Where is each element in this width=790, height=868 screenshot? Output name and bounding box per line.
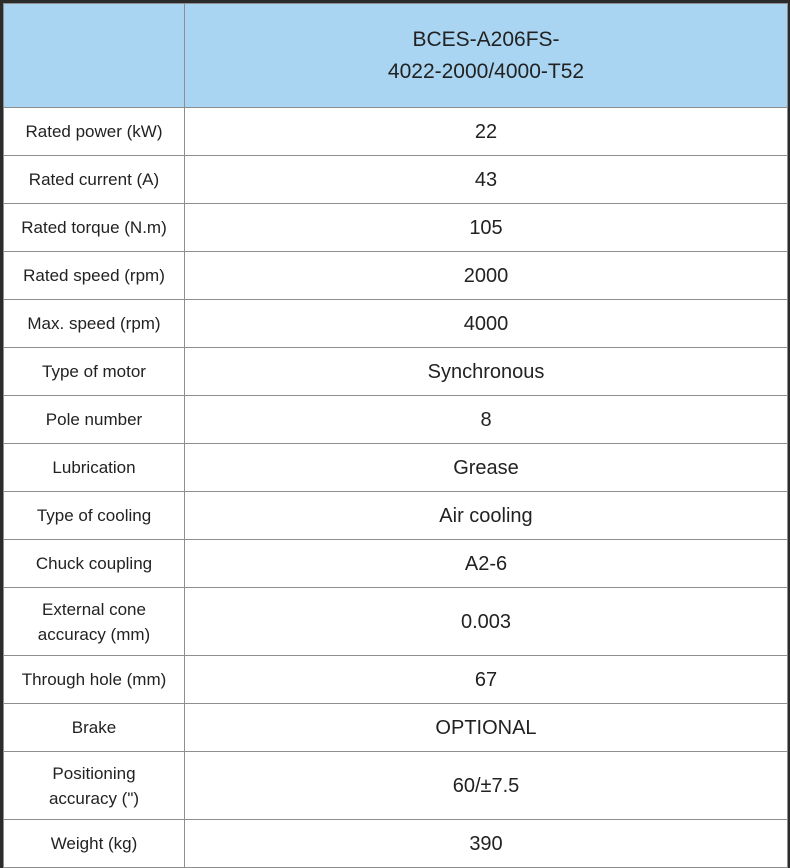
spec-label-line-1: External cone [42, 599, 146, 619]
spec-label: Max. speed (rpm) [4, 300, 185, 348]
spec-value: A2-6 [185, 540, 788, 588]
header-corner-cell [4, 4, 185, 108]
spec-table [3, 3, 788, 868]
model-name-line-2: 4022-2000/4000-T52 [387, 59, 585, 83]
spec-label: Rated speed (rpm) [4, 252, 185, 300]
spec-label: Type of cooling [4, 492, 185, 540]
spec-row-max-speed [4, 300, 788, 348]
spec-label: Weight (kg) [4, 820, 185, 868]
spec-label: Rated power (kW) [4, 108, 185, 156]
spec-label: Chuck coupling [4, 540, 185, 588]
spec-row-positioning-accuracy [4, 752, 788, 820]
spec-label-line-2: accuracy (mm) [37, 624, 151, 644]
spec-label: Type of motor [4, 348, 185, 396]
spec-value: Synchronous [185, 348, 788, 396]
spec-value: 8 [185, 396, 788, 444]
spec-label-line-2: accuracy (") [48, 788, 140, 808]
spec-value: OPTIONAL [185, 704, 788, 752]
header-row [4, 4, 788, 108]
spec-row-cone-accuracy [4, 588, 788, 656]
spec-value: 67 [185, 656, 788, 704]
spec-row-through-hole [4, 656, 788, 704]
spec-label: Brake [4, 704, 185, 752]
spec-row-weight [4, 820, 788, 868]
spec-row-pole-number [4, 396, 788, 444]
spec-value: 0.003 [185, 588, 788, 656]
spec-row-lubrication [4, 444, 788, 492]
spec-label: Pole number [4, 396, 185, 444]
spec-value: 390 [185, 820, 788, 868]
spec-label: Rated current (A) [4, 156, 185, 204]
spec-value: 4000 [185, 300, 788, 348]
spec-label: Through hole (mm) [4, 656, 185, 704]
spec-label: Lubrication [4, 444, 185, 492]
spec-label [4, 752, 185, 820]
spec-row-rated-torque [4, 204, 788, 252]
spec-row-brake [4, 704, 788, 752]
spec-label: Rated torque (N.m) [4, 204, 185, 252]
spec-label [4, 588, 185, 656]
header-model-cell [185, 4, 788, 108]
spec-row-chuck-coupling [4, 540, 788, 588]
spec-row-motor-type [4, 348, 788, 396]
spec-label-line-1: Positioning [52, 763, 136, 783]
spec-value: Air cooling [185, 492, 788, 540]
spec-row-rated-speed [4, 252, 788, 300]
spec-value: 2000 [185, 252, 788, 300]
spec-row-cooling-type [4, 492, 788, 540]
spec-value: Grease [185, 444, 788, 492]
model-name-line-1: BCES-A206FS- [412, 27, 560, 51]
spec-row-rated-current [4, 156, 788, 204]
spec-value: 22 [185, 108, 788, 156]
spec-value: 60/±7.5 [185, 752, 788, 820]
spec-row-rated-power [4, 108, 788, 156]
spec-value: 105 [185, 204, 788, 252]
spec-value: 43 [185, 156, 788, 204]
